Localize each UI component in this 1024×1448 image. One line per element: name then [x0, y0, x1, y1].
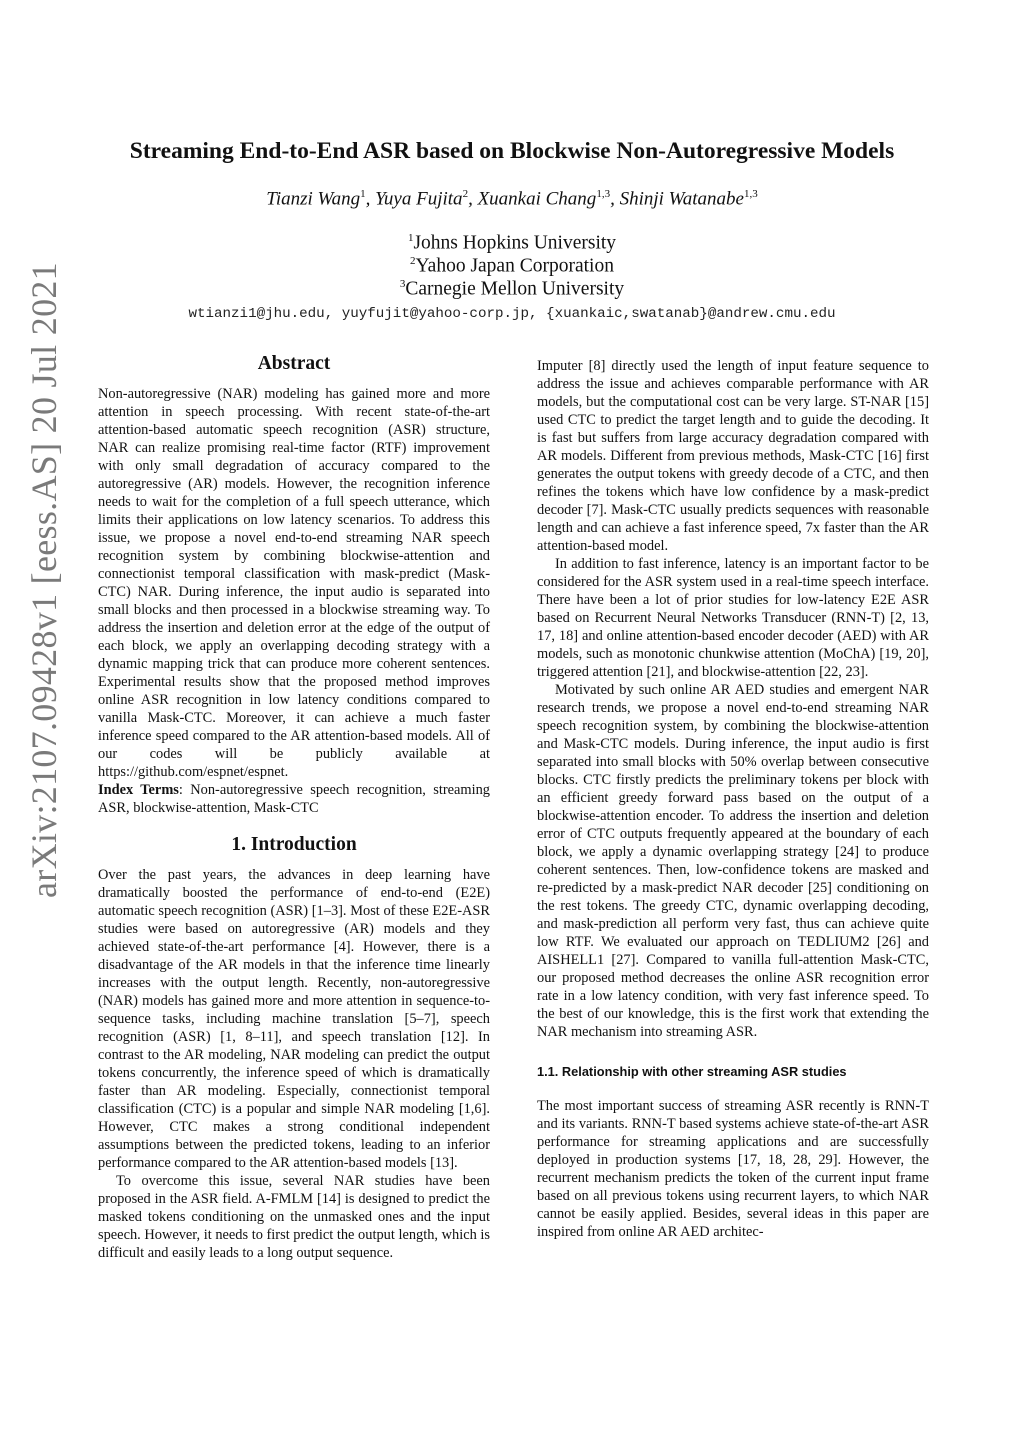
affiliation-sup: 3	[399, 278, 406, 290]
right-column	[537, 357, 929, 1241]
index-terms	[98, 781, 490, 817]
abstract-heading: Abstract	[257, 353, 331, 374]
affiliation-sup: 1	[407, 232, 414, 244]
affiliation-name: Johns Hopkins University	[413, 232, 617, 254]
author-name: Shinji Watanabe	[619, 188, 744, 210]
author-affil-sup: 2	[462, 188, 469, 200]
author-name: Tianzi Wang	[266, 188, 361, 210]
abstract-text: Non-autoregressive (NAR) modeling has gained more and more attention in speech processing. With recent state-of-the-art attention-based automatic speech recognition (ASR) structure, NAR can realize promising real-time factor (RTF) improvement with only small degradation of accuracy compared to the autoregressive (AR) models. However, the recognition inference needs to wait for the completion of a full speech utterance, which limits their applications on low latency scenarios. To address this issue, we propose a novel end-to-end streaming NAR speech recognition system by combining blockwise-attention and connectionist temporal classification with mask-predict (Mask-CTC) NAR. During inference, the input audio is separated into small blocks and then processed in a blockwise streaming way. To address the insertion and deletion error at the edge of the output of each block, we apply an overlapping decoding strategy with a dynamic mapping trick that can produce more coherent sentences. Experimental results show that the proposed method improves online ASR recognition in low latency conditions compared to vanilla Mask-CTC. Moreover, it can achieve a much faster inference speed compared to the AR attention-based models. All of our codes will be publicly available at https://github.com/espnet/espnet.	[98, 386, 490, 780]
affiliation	[60, 255, 964, 278]
affiliation	[60, 278, 964, 301]
author-name: Yuya Fujita	[375, 188, 463, 210]
intro-paragraph-2: To overcome this issue, several NAR studies have been proposed in the ASR field. A-FMLM [14] is designed to predict the masked tokens conditioning on the unmasked ones and the input speech. However, it needs to first predict the output length, which is difficult and easily leads to a long output sequence.	[98, 1173, 490, 1261]
author-affil-sup: 1,3	[743, 188, 758, 200]
author-name: Xuankai Chang	[477, 188, 597, 210]
author-emails: wtianzi1@jhu.edu, yuyfujit@yahoo-corp.jp, {xuankaic,swatanab}@andrew.cmu.edu	[188, 306, 836, 322]
intro-paragraph-4: In addition to fast inference, latency is an important factor to be considered for the ASR system used in a real-time speech interface. There have been a lot of prior studies for low-latency E2E ASR based on Recurrent Neural Networks Transducer (RNN-T) [2, 13, 17, 18] and online attention-based encoder decoder (AED) with AR models, such as monotonic chunkwise attention (MoChA) [19, 20], triggered attention [21], and blockwise-attention [22, 23].	[537, 556, 929, 680]
author-affil-sup: 1,3	[596, 188, 611, 200]
author-affil-sup: 1	[360, 188, 366, 200]
left-column	[98, 352, 490, 1262]
subsection-paragraph-1: The most important success of streaming ASR recently is RNN-T and its variants. RNN-T based systems achieve state-of-the-art ASR performance for streaming applications and are successfully deployed in production systems [17, 18, 28, 29]. However, the recurrent mechanism predicts the token of the current input frame based on all previous tokens using recurrent layers, to which NAR cannot be easily applied. Besides, several ideas in this paper are inspired from online AR AED architec-	[537, 1098, 929, 1240]
affiliation	[60, 232, 964, 255]
intro-paragraph-1: Over the past years, the advances in deep learning have dramatically boosted the performance of end-to-end (E2E) automatic speech recognition (ASR) [1–3]. Most of these E2E-ASR studies were based on autoregressive (AR) models and they achieved state-of-the-art performance [4]. However, there is a disadvantage of the AR models in that the inference time linearly increases with the output length. Recently, non-autoregressive (NAR) models has gained more and more attention in sequence-to-sequence tasks, including machine translation [5–7], speech recognition (ASR) [1, 8–11], and speech translation [12]. In contrast to the AR modeling, NAR modeling can predict the output tokens concurrently, the inference speed of which is dramatically faster than AR modeling. Especially, connectionist temporal classification (CTC) is a popular and simple NAR modeling [1,6]. However, CTC makes a strong conditional independent assumptions between the predicted tokens, leading to an inferior performance compared to the AR attention-based models [13].	[98, 867, 490, 1171]
index-terms-text: : Non-autoregressive speech recognition, streaming ASR, blockwise-attention, Mask-CTC	[98, 782, 490, 816]
subsection-heading: 1.1. Relationship with other streaming ASR studies	[537, 1064, 847, 1079]
intro-paragraph-3: Imputer [8] directly used the length of input feature sequence to address the issue and achieves comparable performance with AR models, but the computational cost can be very large. ST-NAR [15] used CTC to predict the target length and to guide the decoding. It is fast but suffers from large accuracy degradation compared with AR models. Different from previous methods, Mask-CTC [16] first generates the output tokens with greedy decode of a CTC, and then refines the tokens which have low confidence by a mask-predict decoder [7]. Mask-CTC usually predicts sequences with reasonable length and can achieve a fast inference speed, 7x faster than the AR attention-based model.	[537, 358, 929, 554]
index-terms-label: Index Terms	[98, 782, 179, 798]
author-list: Tianzi Wang$^1$, Yuya Fujita$^2$, Xuankai Chang$^{1,3}$, Shinji Watanabe$^{1,3}$	[266, 188, 758, 210]
intro-paragraph-5: Motivated by such online AR AED studies and emergent NAR research trends, we propose a novel end-to-end streaming NAR speech recognition system, by combining the blockwise-attention and Mask-CTC models. During inference, the input audio is first separated into small blocks with 50% overlap between consecutive blocks. CTC firstly predicts the preliminary tokens per block with an efficient greedy forward pass based on the output of a blockwise-attention encoder. To address the insertion and deletion error of CTC outputs frequently appeared at the boundary of each block, we apply a dynamic overlapping strategy [24] to produce coherent sentences. Then, low-confidence tokens are masked and re-predicted by a mask-predict NAR decoder [25] conditioning on the rest tokens. The greedy CTC, dynamic overlapping decoding, and mask-prediction all perform very fast, thus can achieve quite low RTF. We evaluated our approach on TEDLIUM2 [26] and AISHELL1 [27]. Compared to vanilla full-attention Mask-CTC, our proposed method decreases the online ASR recognition error rate in a low latency condition, with very fast inference speed. To the best of our knowledge, this is the first work that extending the NAR mechanism into streaming ASR.	[537, 682, 929, 1040]
arxiv-identifier: arXiv:2107.09428v1 [eess.AS] 20 Jul 2021	[24, 262, 64, 898]
affiliation-name: Carnegie Mellon University	[405, 278, 625, 300]
introduction-heading: 1. Introduction	[231, 834, 357, 855]
affiliation-sup: 2	[410, 255, 416, 267]
affiliation-name: Yahoo Japan Corporation	[415, 255, 614, 277]
paper-title: Streaming End-to-End ASR based on Blockwise Non-Autoregressive Models	[129, 138, 895, 164]
